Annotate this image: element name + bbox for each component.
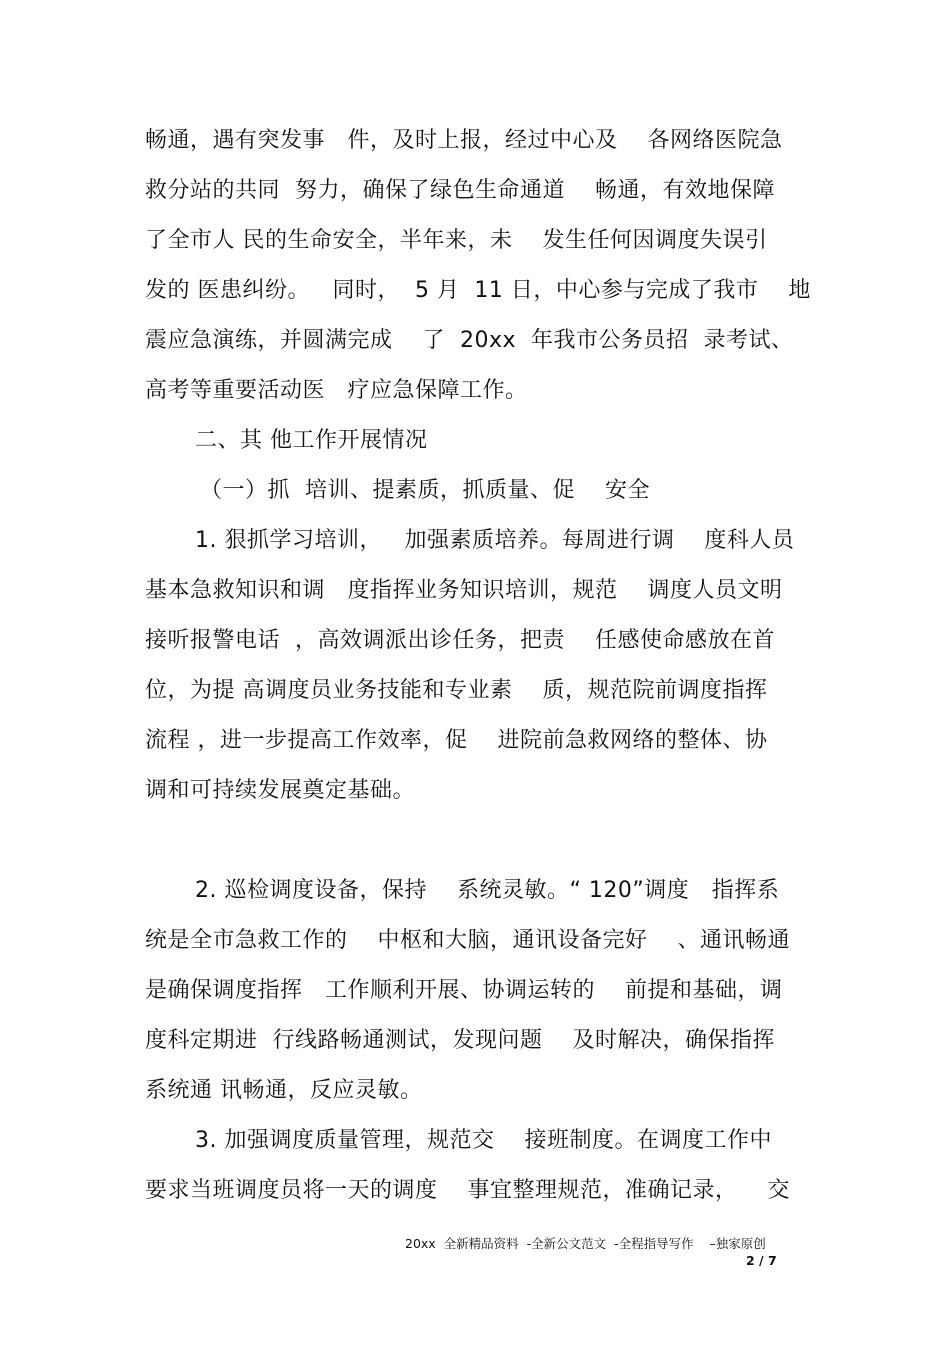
text-line: 1. 狠抓学习培训， 加强素质培养。每周进行调 度科人员 [195, 528, 795, 553]
text-line: 要求当班调度员将一天的调度 事宜整理规范，准确记录， 交 [145, 1178, 790, 1203]
text-line: 位，为提 高调度员业务技能和专业素 质，规范院前调度指挥 [145, 678, 768, 703]
page-number: 2 / 7 [746, 1253, 777, 1268]
text-line: 接听报警电话 ，高效调派出诊任务，把责 任感使命感放在首 [145, 628, 775, 653]
subsection-heading: （一）抓 培训、提素质，抓质量、促 安全 [200, 478, 650, 503]
text-line: 震应急演练，并圆满完成 了 20xx 年我市公务员招 录考试、 [145, 328, 794, 353]
text-line: 发的 医患纠纷。 同时， 5 月 11 日，中心参与完成了我市 地 [145, 278, 811, 303]
text-line: 畅通，遇有突发事 件，及时上报，经过中心及 各网络医院急 [145, 128, 783, 153]
text-line: 流程 ，进一步提高工作效率，促 进院前急救网络的整体、协 [145, 728, 768, 753]
text-line: 统是全市急救工作的 中枢和大脑，通讯设备完好 、通讯畅通 [145, 928, 790, 953]
text-line: 2. 巡检调度设备，保持 系统灵敏。“ 120”调度 指挥系 [195, 878, 780, 903]
text-line: 度科定期进 行线路畅通测试，发现问题 及时解决，确保指挥 [145, 1028, 775, 1053]
text-line: 是确保调度指挥 工作顺利开展、协调运转的 前提和基础，调 [145, 978, 783, 1003]
footer-text: 20xx 全新精品资料 -全新公文范文 -全程指导写作 –独家原创 [405, 1236, 766, 1251]
text-line: 救分站的共同 努力，确保了绿色生命通道 畅通，有效地保障 [145, 178, 775, 203]
text-line: 了全市人 民的生命安全，半年来，未 发生任何因调度失误引 [145, 228, 768, 253]
text-line: 调和可持续发展奠定基础。 [145, 778, 416, 803]
text-line: 系统通 讯畅通，反应灵敏。 [145, 1078, 423, 1103]
section-heading: 二、其 他工作开展情况 [195, 428, 428, 453]
text-line: 3. 加强调度质量管理，规范交 接班制度。在调度工作中 [195, 1128, 772, 1153]
text-line: 高考等重要活动医 疗应急保障工作。 [145, 378, 528, 403]
text-line: 基本急救知识和调 度指挥业务知识培训，规范 调度人员文明 [145, 578, 783, 603]
